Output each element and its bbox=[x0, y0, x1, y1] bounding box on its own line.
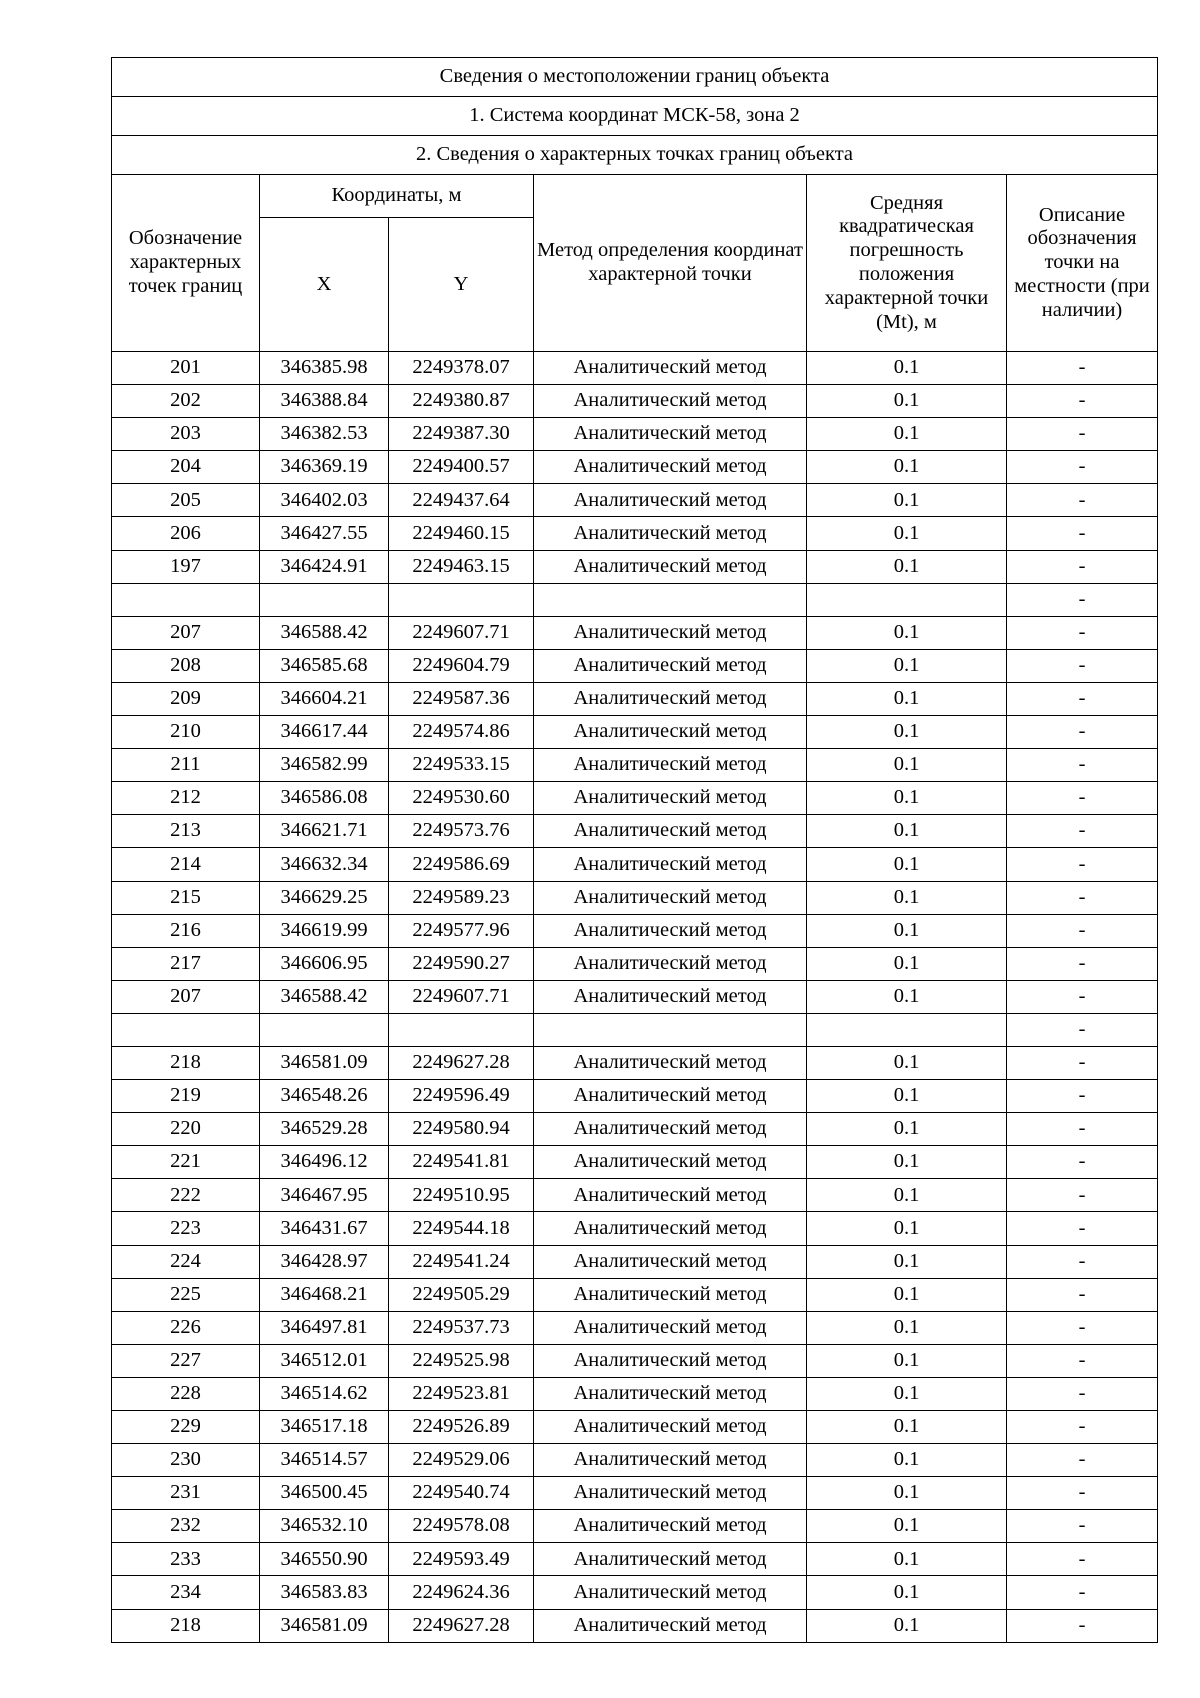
point-cell: 229 bbox=[112, 1411, 260, 1444]
point-cell: 203 bbox=[112, 418, 260, 451]
y-cell: 2249540.74 bbox=[389, 1477, 534, 1510]
error-cell: 0.1 bbox=[807, 1146, 1007, 1179]
method-cell: Аналитический метод bbox=[534, 517, 807, 550]
description-cell: - bbox=[1007, 914, 1158, 947]
table-row bbox=[112, 1080, 1158, 1113]
point-cell: 201 bbox=[112, 352, 260, 385]
error-cell: 0.1 bbox=[807, 914, 1007, 947]
description-cell: - bbox=[1007, 550, 1158, 583]
document-title: Сведения о местоположении границ объекта bbox=[112, 58, 1158, 97]
error-cell: 0.1 bbox=[807, 749, 1007, 782]
description-cell: - bbox=[1007, 1311, 1158, 1344]
error-cell: 0.1 bbox=[807, 550, 1007, 583]
method-cell: Аналитический метод bbox=[534, 451, 807, 484]
error-cell: 0.1 bbox=[807, 352, 1007, 385]
section-title: 2. Сведения о характерных точках границ объекта bbox=[112, 136, 1158, 175]
description-cell: - bbox=[1007, 682, 1158, 715]
description-cell: - bbox=[1007, 848, 1158, 881]
error-cell: 0.1 bbox=[807, 815, 1007, 848]
error-cell: 0.1 bbox=[807, 484, 1007, 517]
method-cell: Аналитический метод bbox=[534, 980, 807, 1013]
description-cell: - bbox=[1007, 1609, 1158, 1642]
col-header-point: Обозначение характерных точек границ bbox=[112, 175, 260, 352]
point-cell: 225 bbox=[112, 1278, 260, 1311]
point-cell: 212 bbox=[112, 782, 260, 815]
error-cell: 0.1 bbox=[807, 1212, 1007, 1245]
y-cell: 2249596.49 bbox=[389, 1080, 534, 1113]
table-row bbox=[112, 1311, 1158, 1344]
x-cell: 346424.91 bbox=[260, 550, 389, 583]
description-cell: - bbox=[1007, 1013, 1158, 1046]
description-cell: - bbox=[1007, 517, 1158, 550]
error-cell: 0.1 bbox=[807, 947, 1007, 980]
point-cell: 214 bbox=[112, 848, 260, 881]
x-cell: 346467.95 bbox=[260, 1179, 389, 1212]
x-cell: 346582.99 bbox=[260, 749, 389, 782]
error-cell: 0.1 bbox=[807, 418, 1007, 451]
table-row bbox=[112, 947, 1158, 980]
y-cell bbox=[389, 583, 534, 616]
y-cell: 2249627.28 bbox=[389, 1609, 534, 1642]
point-cell: 234 bbox=[112, 1576, 260, 1609]
col-header-y: Y bbox=[389, 218, 534, 352]
table-row bbox=[112, 1245, 1158, 1278]
col-header-method: Метод определения координат характерной точки bbox=[534, 175, 807, 352]
error-cell: 0.1 bbox=[807, 1543, 1007, 1576]
table-row bbox=[112, 385, 1158, 418]
point-cell: 223 bbox=[112, 1212, 260, 1245]
y-cell: 2249544.18 bbox=[389, 1212, 534, 1245]
table-row bbox=[112, 1377, 1158, 1410]
table-row bbox=[112, 1543, 1158, 1576]
x-cell bbox=[260, 1013, 389, 1046]
method-cell: Аналитический метод bbox=[534, 550, 807, 583]
point-cell: 230 bbox=[112, 1444, 260, 1477]
method-cell bbox=[534, 583, 807, 616]
point-cell: 207 bbox=[112, 980, 260, 1013]
y-cell: 2249627.28 bbox=[389, 1046, 534, 1079]
table-row bbox=[112, 1278, 1158, 1311]
y-cell: 2249523.81 bbox=[389, 1377, 534, 1410]
x-cell: 346382.53 bbox=[260, 418, 389, 451]
method-cell: Аналитический метод bbox=[534, 1113, 807, 1146]
table-row bbox=[112, 1411, 1158, 1444]
column-header-row bbox=[112, 175, 1158, 218]
method-cell: Аналитический метод bbox=[534, 1311, 807, 1344]
error-cell: 0.1 bbox=[807, 848, 1007, 881]
y-cell: 2249607.71 bbox=[389, 980, 534, 1013]
x-cell: 346588.42 bbox=[260, 616, 389, 649]
point-cell: 208 bbox=[112, 649, 260, 682]
x-cell: 346512.01 bbox=[260, 1344, 389, 1377]
error-cell: 0.1 bbox=[807, 682, 1007, 715]
point-cell: 233 bbox=[112, 1543, 260, 1576]
method-cell: Аналитический метод bbox=[534, 1179, 807, 1212]
description-cell: - bbox=[1007, 1344, 1158, 1377]
y-cell: 2249510.95 bbox=[389, 1179, 534, 1212]
point-cell: 215 bbox=[112, 881, 260, 914]
x-cell: 346431.67 bbox=[260, 1212, 389, 1245]
method-cell: Аналитический метод bbox=[534, 1543, 807, 1576]
method-cell: Аналитический метод bbox=[534, 1377, 807, 1410]
description-cell: - bbox=[1007, 716, 1158, 749]
point-cell: 224 bbox=[112, 1245, 260, 1278]
table-row bbox=[112, 716, 1158, 749]
point-cell: 227 bbox=[112, 1344, 260, 1377]
x-cell: 346581.09 bbox=[260, 1046, 389, 1079]
point-cell: 219 bbox=[112, 1080, 260, 1113]
description-cell: - bbox=[1007, 1146, 1158, 1179]
table-row bbox=[112, 484, 1158, 517]
point-cell: 209 bbox=[112, 682, 260, 715]
y-cell: 2249607.71 bbox=[389, 616, 534, 649]
col-header-description: Описание обозначения точки на местности (при наличии) bbox=[1007, 175, 1158, 352]
y-cell: 2249505.29 bbox=[389, 1278, 534, 1311]
x-cell: 346621.71 bbox=[260, 815, 389, 848]
point-cell: 226 bbox=[112, 1311, 260, 1344]
method-cell: Аналитический метод bbox=[534, 1444, 807, 1477]
y-cell: 2249586.69 bbox=[389, 848, 534, 881]
method-cell: Аналитический метод bbox=[534, 848, 807, 881]
error-cell: 0.1 bbox=[807, 881, 1007, 914]
y-cell: 2249541.24 bbox=[389, 1245, 534, 1278]
description-cell: - bbox=[1007, 1576, 1158, 1609]
x-cell: 346428.97 bbox=[260, 1245, 389, 1278]
error-cell: 0.1 bbox=[807, 1245, 1007, 1278]
error-cell: 0.1 bbox=[807, 1477, 1007, 1510]
description-cell: - bbox=[1007, 947, 1158, 980]
point-cell: 202 bbox=[112, 385, 260, 418]
description-cell: - bbox=[1007, 1212, 1158, 1245]
x-cell: 346529.28 bbox=[260, 1113, 389, 1146]
description-cell: - bbox=[1007, 352, 1158, 385]
y-cell: 2249463.15 bbox=[389, 550, 534, 583]
description-cell: - bbox=[1007, 1046, 1158, 1079]
description-cell: - bbox=[1007, 1245, 1158, 1278]
error-cell: 0.1 bbox=[807, 1344, 1007, 1377]
point-cell: 220 bbox=[112, 1113, 260, 1146]
description-cell: - bbox=[1007, 1444, 1158, 1477]
section-row bbox=[112, 136, 1158, 175]
method-cell: Аналитический метод bbox=[534, 385, 807, 418]
description-cell: - bbox=[1007, 1113, 1158, 1146]
y-cell: 2249387.30 bbox=[389, 418, 534, 451]
description-cell: - bbox=[1007, 1411, 1158, 1444]
point-cell: 213 bbox=[112, 815, 260, 848]
y-cell: 2249573.76 bbox=[389, 815, 534, 848]
table-row bbox=[112, 848, 1158, 881]
point-cell: 197 bbox=[112, 550, 260, 583]
error-cell: 0.1 bbox=[807, 1510, 1007, 1543]
x-cell: 346586.08 bbox=[260, 782, 389, 815]
method-cell: Аналитический метод bbox=[534, 649, 807, 682]
error-cell bbox=[807, 1013, 1007, 1046]
error-cell: 0.1 bbox=[807, 385, 1007, 418]
description-cell: - bbox=[1007, 881, 1158, 914]
table-row bbox=[112, 352, 1158, 385]
description-cell: - bbox=[1007, 1477, 1158, 1510]
y-cell: 2249437.64 bbox=[389, 484, 534, 517]
x-cell: 346497.81 bbox=[260, 1311, 389, 1344]
description-cell: - bbox=[1007, 451, 1158, 484]
method-cell: Аналитический метод bbox=[534, 682, 807, 715]
method-cell: Аналитический метод bbox=[534, 352, 807, 385]
method-cell: Аналитический метод bbox=[534, 1146, 807, 1179]
coordinate-system: 1. Система координат МСК-58, зона 2 bbox=[112, 97, 1158, 136]
point-cell: 211 bbox=[112, 749, 260, 782]
y-cell: 2249589.23 bbox=[389, 881, 534, 914]
error-cell: 0.1 bbox=[807, 1046, 1007, 1079]
method-cell: Аналитический метод bbox=[534, 1609, 807, 1642]
y-cell: 2249541.81 bbox=[389, 1146, 534, 1179]
point-cell bbox=[112, 583, 260, 616]
coordinate-system-row bbox=[112, 97, 1158, 136]
error-cell: 0.1 bbox=[807, 782, 1007, 815]
y-cell: 2249587.36 bbox=[389, 682, 534, 715]
point-cell: 231 bbox=[112, 1477, 260, 1510]
method-cell: Аналитический метод bbox=[534, 749, 807, 782]
error-cell: 0.1 bbox=[807, 1444, 1007, 1477]
x-cell: 346606.95 bbox=[260, 947, 389, 980]
table-row bbox=[112, 616, 1158, 649]
y-cell: 2249590.27 bbox=[389, 947, 534, 980]
x-cell: 346548.26 bbox=[260, 1080, 389, 1113]
table-row bbox=[112, 1179, 1158, 1212]
method-cell: Аналитический метод bbox=[534, 1411, 807, 1444]
x-cell: 346629.25 bbox=[260, 881, 389, 914]
table-row bbox=[112, 1344, 1158, 1377]
description-cell: - bbox=[1007, 616, 1158, 649]
x-cell: 346517.18 bbox=[260, 1411, 389, 1444]
table-row bbox=[112, 815, 1158, 848]
x-cell: 346604.21 bbox=[260, 682, 389, 715]
y-cell: 2249574.86 bbox=[389, 716, 534, 749]
description-cell: - bbox=[1007, 782, 1158, 815]
method-cell: Аналитический метод bbox=[534, 484, 807, 517]
x-cell: 346496.12 bbox=[260, 1146, 389, 1179]
point-cell: 228 bbox=[112, 1377, 260, 1410]
table-row bbox=[112, 583, 1158, 616]
description-cell: - bbox=[1007, 1510, 1158, 1543]
y-cell: 2249533.15 bbox=[389, 749, 534, 782]
y-cell: 2249530.60 bbox=[389, 782, 534, 815]
description-cell: - bbox=[1007, 649, 1158, 682]
table-row bbox=[112, 1146, 1158, 1179]
point-cell: 221 bbox=[112, 1146, 260, 1179]
description-cell: - bbox=[1007, 1080, 1158, 1113]
y-cell: 2249578.08 bbox=[389, 1510, 534, 1543]
description-cell: - bbox=[1007, 1377, 1158, 1410]
x-cell: 346585.68 bbox=[260, 649, 389, 682]
error-cell: 0.1 bbox=[807, 1179, 1007, 1212]
table-row bbox=[112, 1013, 1158, 1046]
error-cell: 0.1 bbox=[807, 1576, 1007, 1609]
description-cell: - bbox=[1007, 815, 1158, 848]
table-row bbox=[112, 782, 1158, 815]
description-cell: - bbox=[1007, 385, 1158, 418]
method-cell: Аналитический метод bbox=[534, 1046, 807, 1079]
description-cell: - bbox=[1007, 583, 1158, 616]
table-row bbox=[112, 451, 1158, 484]
y-cell: 2249577.96 bbox=[389, 914, 534, 947]
x-cell: 346581.09 bbox=[260, 1609, 389, 1642]
table-row bbox=[112, 1576, 1158, 1609]
method-cell: Аналитический метод bbox=[534, 782, 807, 815]
y-cell: 2249624.36 bbox=[389, 1576, 534, 1609]
x-cell: 346583.83 bbox=[260, 1576, 389, 1609]
table-row bbox=[112, 749, 1158, 782]
x-cell: 346588.42 bbox=[260, 980, 389, 1013]
col-header-x: X bbox=[260, 218, 389, 352]
error-cell: 0.1 bbox=[807, 649, 1007, 682]
table-row bbox=[112, 682, 1158, 715]
method-cell: Аналитический метод bbox=[534, 914, 807, 947]
error-cell: 0.1 bbox=[807, 1411, 1007, 1444]
col-header-coordinates: Координаты, м bbox=[260, 175, 534, 218]
y-cell: 2249580.94 bbox=[389, 1113, 534, 1146]
method-cell: Аналитический метод bbox=[534, 1576, 807, 1609]
x-cell: 346550.90 bbox=[260, 1543, 389, 1576]
method-cell: Аналитический метод bbox=[534, 1278, 807, 1311]
method-cell: Аналитический метод bbox=[534, 947, 807, 980]
table-row bbox=[112, 517, 1158, 550]
description-cell: - bbox=[1007, 1179, 1158, 1212]
x-cell: 346532.10 bbox=[260, 1510, 389, 1543]
x-cell bbox=[260, 583, 389, 616]
boundary-points-table bbox=[111, 57, 1158, 1643]
y-cell: 2249460.15 bbox=[389, 517, 534, 550]
x-cell: 346388.84 bbox=[260, 385, 389, 418]
method-cell: Аналитический метод bbox=[534, 1245, 807, 1278]
point-cell: 205 bbox=[112, 484, 260, 517]
description-cell: - bbox=[1007, 980, 1158, 1013]
error-cell: 0.1 bbox=[807, 1377, 1007, 1410]
point-cell: 210 bbox=[112, 716, 260, 749]
table-row bbox=[112, 550, 1158, 583]
description-cell: - bbox=[1007, 418, 1158, 451]
x-cell: 346385.98 bbox=[260, 352, 389, 385]
point-cell bbox=[112, 1013, 260, 1046]
method-cell: Аналитический метод bbox=[534, 1344, 807, 1377]
error-cell: 0.1 bbox=[807, 1080, 1007, 1113]
y-cell: 2249400.57 bbox=[389, 451, 534, 484]
error-cell: 0.1 bbox=[807, 1113, 1007, 1146]
error-cell bbox=[807, 583, 1007, 616]
point-cell: 217 bbox=[112, 947, 260, 980]
table-row bbox=[112, 1609, 1158, 1642]
point-cell: 204 bbox=[112, 451, 260, 484]
table-row bbox=[112, 1046, 1158, 1079]
description-cell: - bbox=[1007, 1543, 1158, 1576]
x-cell: 346369.19 bbox=[260, 451, 389, 484]
error-cell: 0.1 bbox=[807, 517, 1007, 550]
x-cell: 346468.21 bbox=[260, 1278, 389, 1311]
method-cell: Аналитический метод bbox=[534, 815, 807, 848]
col-header-error: Средняя квадратическая погрешность положения характерной точки (Mt), м bbox=[807, 175, 1007, 352]
table-row bbox=[112, 649, 1158, 682]
method-cell: Аналитический метод bbox=[534, 616, 807, 649]
error-cell: 0.1 bbox=[807, 980, 1007, 1013]
y-cell: 2249529.06 bbox=[389, 1444, 534, 1477]
error-cell: 0.1 bbox=[807, 1278, 1007, 1311]
error-cell: 0.1 bbox=[807, 451, 1007, 484]
y-cell: 2249378.07 bbox=[389, 352, 534, 385]
error-cell: 0.1 bbox=[807, 1609, 1007, 1642]
table-row bbox=[112, 1477, 1158, 1510]
y-cell: 2249525.98 bbox=[389, 1344, 534, 1377]
point-cell: 218 bbox=[112, 1609, 260, 1642]
point-cell: 216 bbox=[112, 914, 260, 947]
point-cell: 232 bbox=[112, 1510, 260, 1543]
x-cell: 346632.34 bbox=[260, 848, 389, 881]
method-cell: Аналитический метод bbox=[534, 881, 807, 914]
x-cell: 346402.03 bbox=[260, 484, 389, 517]
description-cell: - bbox=[1007, 749, 1158, 782]
table-row bbox=[112, 1510, 1158, 1543]
table-row bbox=[112, 881, 1158, 914]
table-row bbox=[112, 1212, 1158, 1245]
y-cell bbox=[389, 1013, 534, 1046]
method-cell: Аналитический метод bbox=[534, 716, 807, 749]
description-cell: - bbox=[1007, 1278, 1158, 1311]
x-cell: 346514.62 bbox=[260, 1377, 389, 1410]
error-cell: 0.1 bbox=[807, 716, 1007, 749]
method-cell: Аналитический метод bbox=[534, 1477, 807, 1510]
y-cell: 2249537.73 bbox=[389, 1311, 534, 1344]
table-row bbox=[112, 1113, 1158, 1146]
point-cell: 222 bbox=[112, 1179, 260, 1212]
x-cell: 346514.57 bbox=[260, 1444, 389, 1477]
error-cell: 0.1 bbox=[807, 616, 1007, 649]
description-cell: - bbox=[1007, 484, 1158, 517]
y-cell: 2249593.49 bbox=[389, 1543, 534, 1576]
y-cell: 2249380.87 bbox=[389, 385, 534, 418]
y-cell: 2249526.89 bbox=[389, 1411, 534, 1444]
table-row bbox=[112, 914, 1158, 947]
table-row bbox=[112, 980, 1158, 1013]
point-cell: 207 bbox=[112, 616, 260, 649]
x-cell: 346427.55 bbox=[260, 517, 389, 550]
method-cell bbox=[534, 1013, 807, 1046]
table-row bbox=[112, 1444, 1158, 1477]
method-cell: Аналитический метод bbox=[534, 1212, 807, 1245]
x-cell: 346619.99 bbox=[260, 914, 389, 947]
table-row bbox=[112, 418, 1158, 451]
method-cell: Аналитический метод bbox=[534, 1510, 807, 1543]
point-cell: 218 bbox=[112, 1046, 260, 1079]
method-cell: Аналитический метод bbox=[534, 418, 807, 451]
method-cell: Аналитический метод bbox=[534, 1080, 807, 1113]
point-cell: 206 bbox=[112, 517, 260, 550]
error-cell: 0.1 bbox=[807, 1311, 1007, 1344]
title-row bbox=[112, 58, 1158, 97]
y-cell: 2249604.79 bbox=[389, 649, 534, 682]
x-cell: 346500.45 bbox=[260, 1477, 389, 1510]
x-cell: 346617.44 bbox=[260, 716, 389, 749]
